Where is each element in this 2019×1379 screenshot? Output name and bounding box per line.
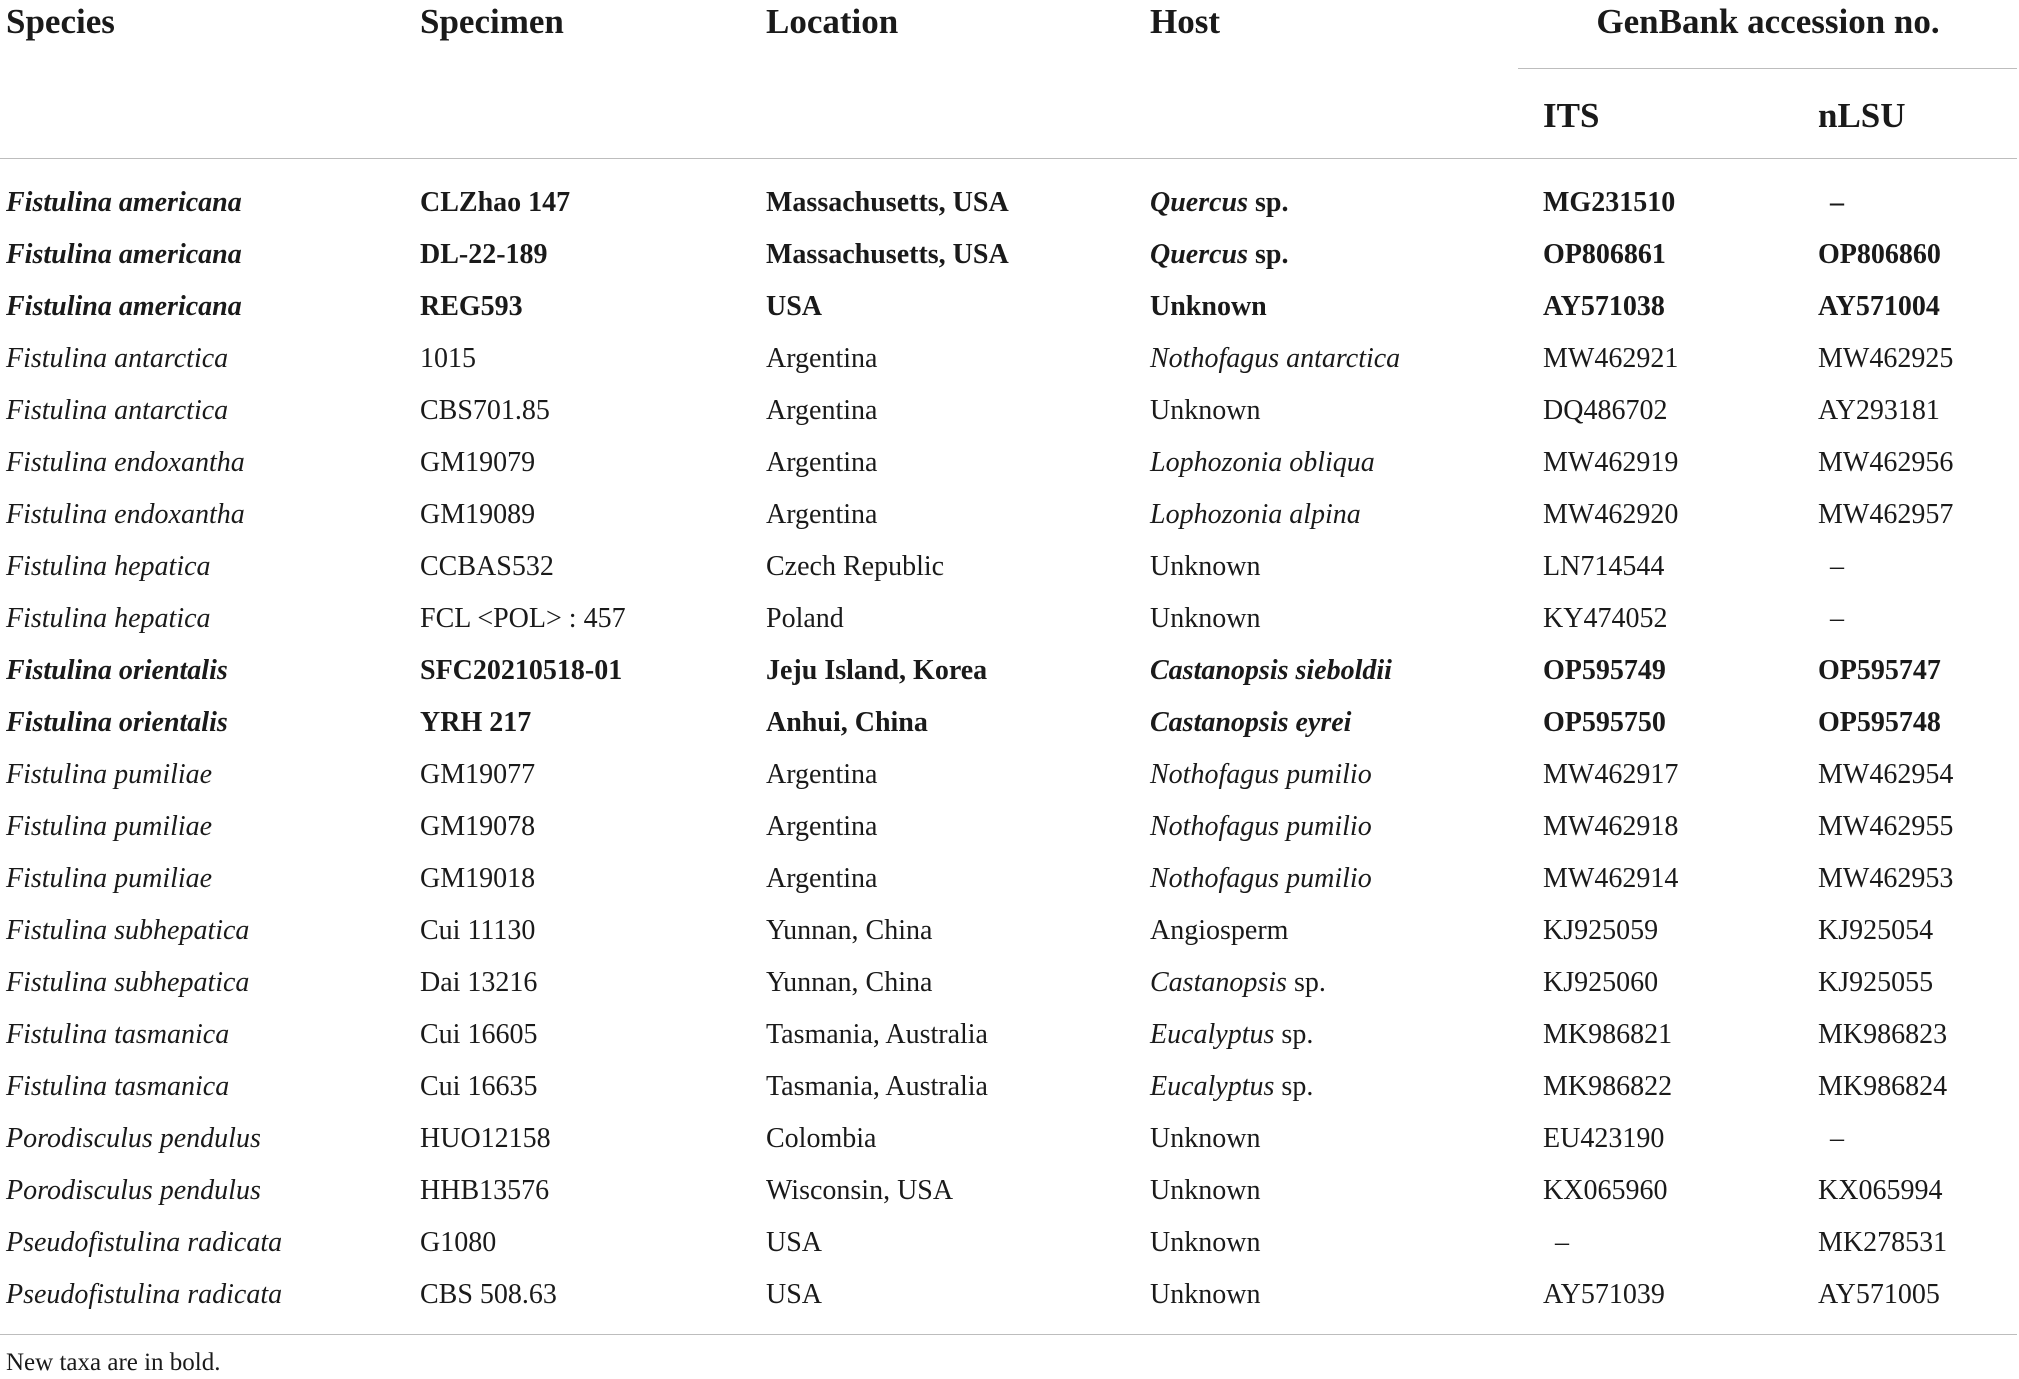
host-genus: Eucalyptus bbox=[1150, 1019, 1275, 1050]
nlsu-cell: MW462956 bbox=[1818, 447, 1954, 478]
specimen-cell: REG593 bbox=[420, 291, 523, 322]
host-cell bbox=[1150, 857, 1372, 901]
nlsu-cell: MW462925 bbox=[1818, 343, 1954, 374]
host-cell bbox=[1150, 545, 1260, 589]
species-cell: Fistulina subhepatica bbox=[6, 967, 250, 998]
nlsu-cell: MW462957 bbox=[1818, 499, 1954, 530]
nlsu-cell: AY571005 bbox=[1818, 1279, 1940, 1310]
specimen-cell: G1080 bbox=[420, 1227, 497, 1258]
header-species: Species bbox=[6, 2, 115, 41]
host-cell bbox=[1150, 337, 1400, 381]
host-cell bbox=[1150, 597, 1260, 641]
table-row bbox=[0, 753, 2019, 805]
its-cell: LN714544 bbox=[1543, 551, 1665, 582]
table-row bbox=[0, 1273, 2019, 1325]
species-cell: Fistulina antarctica bbox=[6, 395, 229, 426]
host-genus: Nothofagus pumilio bbox=[1150, 811, 1372, 842]
location-cell: Massachusetts, USA bbox=[766, 239, 1009, 270]
its-cell: MK986822 bbox=[1543, 1071, 1673, 1102]
host-cell bbox=[1150, 181, 1288, 225]
table-row bbox=[0, 181, 2019, 233]
host-cell bbox=[1150, 1169, 1260, 1213]
specimen-cell: DL-22-189 bbox=[420, 239, 548, 270]
its-cell: AY571039 bbox=[1543, 1279, 1665, 1310]
its-cell: OP806861 bbox=[1543, 239, 1666, 270]
specimen-cell: Cui 16605 bbox=[420, 1019, 538, 1050]
table-body bbox=[0, 181, 2019, 1325]
its-cell: MK986821 bbox=[1543, 1019, 1673, 1050]
footer-divider bbox=[0, 1334, 2017, 1335]
nlsu-cell: KJ925054 bbox=[1818, 915, 1934, 946]
its-cell: KX065960 bbox=[1543, 1175, 1668, 1206]
host-cell bbox=[1150, 649, 1392, 693]
host-text: Unknown bbox=[1150, 551, 1261, 582]
table-row bbox=[0, 285, 2019, 337]
table-row bbox=[0, 337, 2019, 389]
host-text: Unknown bbox=[1150, 1279, 1261, 1310]
table-row bbox=[0, 701, 2019, 753]
specimen-cell: CLZhao 147 bbox=[420, 187, 571, 218]
species-cell: Fistulina endoxantha bbox=[6, 499, 245, 530]
nlsu-cell: MW462953 bbox=[1818, 863, 1954, 894]
specimen-cell: GM19079 bbox=[420, 447, 536, 478]
location-cell: Argentina bbox=[766, 759, 878, 790]
host-text: Unknown bbox=[1150, 1227, 1261, 1258]
table-row bbox=[0, 389, 2019, 441]
header-genbank: GenBank accession no. bbox=[1596, 2, 1940, 41]
host-genus: Nothofagus pumilio bbox=[1150, 863, 1372, 894]
specimen-cell: GM19077 bbox=[420, 759, 536, 790]
location-cell: Jeju Island, Korea bbox=[766, 655, 988, 686]
nlsu-cell: MK278531 bbox=[1818, 1227, 1948, 1258]
host-cell bbox=[1150, 285, 1267, 329]
table-row bbox=[0, 649, 2019, 701]
host-genus: Castanopsis sieboldii bbox=[1150, 655, 1392, 686]
its-cell: OP595749 bbox=[1543, 655, 1666, 686]
host-text: Unknown bbox=[1150, 395, 1261, 426]
nlsu-cell: OP595748 bbox=[1818, 707, 1941, 738]
host-cell bbox=[1150, 701, 1351, 745]
location-cell: Massachusetts, USA bbox=[766, 187, 1009, 218]
its-cell: MW462921 bbox=[1543, 343, 1679, 374]
header-its: ITS bbox=[1543, 96, 1600, 135]
species-cell: Fistulina tasmanica bbox=[6, 1019, 230, 1050]
specimen-cell: Dai 13216 bbox=[420, 967, 538, 998]
location-cell: Argentina bbox=[766, 447, 878, 478]
nlsu-cell: – bbox=[1830, 1123, 1844, 1154]
host-text: sp. bbox=[1248, 187, 1289, 218]
its-cell: MG231510 bbox=[1543, 187, 1676, 218]
host-genus: Quercus bbox=[1150, 187, 1249, 218]
location-cell: USA bbox=[766, 291, 823, 322]
host-cell bbox=[1150, 1273, 1260, 1317]
table-row bbox=[0, 1065, 2019, 1117]
location-cell: Anhui, China bbox=[766, 707, 928, 738]
species-cell: Fistulina pumiliae bbox=[6, 811, 213, 842]
table-row bbox=[0, 909, 2019, 961]
host-cell bbox=[1150, 1117, 1260, 1161]
nlsu-cell: MW462955 bbox=[1818, 811, 1954, 842]
location-cell: Argentina bbox=[766, 395, 878, 426]
species-cell: Fistulina antarctica bbox=[6, 343, 229, 374]
host-cell bbox=[1150, 805, 1372, 849]
specimen-cell: 1015 bbox=[420, 343, 476, 374]
host-text: Unknown bbox=[1150, 291, 1267, 322]
location-cell: Wisconsin, USA bbox=[766, 1175, 954, 1206]
table-row bbox=[0, 493, 2019, 545]
species-cell: Fistulina hepatica bbox=[6, 551, 211, 582]
its-cell: MW462918 bbox=[1543, 811, 1679, 842]
host-cell bbox=[1150, 441, 1375, 485]
species-cell: Fistulina subhepatica bbox=[6, 915, 250, 946]
location-cell: Yunnan, China bbox=[766, 967, 933, 998]
host-text: Unknown bbox=[1150, 1175, 1261, 1206]
specimen-cell: GM19018 bbox=[420, 863, 536, 894]
location-cell: Argentina bbox=[766, 499, 878, 530]
header-specimen: Specimen bbox=[420, 2, 564, 41]
nlsu-cell: MW462954 bbox=[1818, 759, 1954, 790]
specimen-cell: Cui 16635 bbox=[420, 1071, 538, 1102]
location-cell: Argentina bbox=[766, 343, 878, 374]
host-cell bbox=[1150, 961, 1326, 1005]
location-cell: Czech Republic bbox=[766, 551, 945, 582]
species-cell: Fistulina orientalis bbox=[6, 707, 228, 738]
host-text: sp. bbox=[1274, 1019, 1314, 1050]
nlsu-cell: – bbox=[1830, 603, 1844, 634]
nlsu-cell: KJ925055 bbox=[1818, 967, 1934, 998]
specimen-cell: Cui 11130 bbox=[420, 915, 536, 946]
host-genus: Castanopsis eyrei bbox=[1150, 707, 1352, 738]
host-genus: Lophozonia obliqua bbox=[1150, 447, 1375, 478]
table-row bbox=[0, 233, 2019, 285]
species-cell: Fistulina pumiliae bbox=[6, 863, 213, 894]
host-text: sp. bbox=[1248, 239, 1289, 270]
nlsu-cell: AY293181 bbox=[1818, 395, 1940, 426]
species-cell: Fistulina americana bbox=[6, 291, 242, 322]
host-text: Unknown bbox=[1150, 1123, 1261, 1154]
its-cell: AY571038 bbox=[1543, 291, 1665, 322]
location-cell: Argentina bbox=[766, 811, 878, 842]
location-cell: USA bbox=[766, 1227, 823, 1258]
host-genus: Lophozonia alpina bbox=[1150, 499, 1361, 530]
species-cell: Fistulina americana bbox=[6, 239, 242, 270]
table-row bbox=[0, 1169, 2019, 1221]
specimen-cell: CCBAS532 bbox=[420, 551, 554, 582]
species-cell: Fistulina hepatica bbox=[6, 603, 211, 634]
host-genus: Nothofagus pumilio bbox=[1150, 759, 1372, 790]
its-cell: MW462919 bbox=[1543, 447, 1679, 478]
nlsu-cell: MK986823 bbox=[1818, 1019, 1948, 1050]
nlsu-cell: – bbox=[1830, 551, 1844, 582]
host-cell bbox=[1150, 493, 1361, 537]
its-cell: MW462914 bbox=[1543, 863, 1679, 894]
its-cell: – bbox=[1555, 1227, 1569, 1258]
host-cell bbox=[1150, 1013, 1313, 1057]
its-cell: MW462917 bbox=[1543, 759, 1679, 790]
table-row bbox=[0, 1013, 2019, 1065]
its-cell: KJ925060 bbox=[1543, 967, 1659, 998]
species-cell: Porodisculus pendulus bbox=[6, 1175, 261, 1206]
host-genus: Castanopsis bbox=[1150, 967, 1287, 998]
its-cell: EU423190 bbox=[1543, 1123, 1665, 1154]
specimen-cell: FCL <POL> : 457 bbox=[420, 603, 626, 634]
nlsu-cell: MK986824 bbox=[1818, 1071, 1948, 1102]
header-host: Host bbox=[1150, 2, 1220, 41]
specimen-cell: HUO12158 bbox=[420, 1123, 551, 1154]
host-cell bbox=[1150, 909, 1288, 953]
location-cell: Poland bbox=[766, 603, 844, 634]
species-cell: Fistulina pumiliae bbox=[6, 759, 213, 790]
nlsu-cell: OP595747 bbox=[1818, 655, 1941, 686]
table-row bbox=[0, 1221, 2019, 1273]
host-genus: Eucalyptus bbox=[1150, 1071, 1275, 1102]
table-row bbox=[0, 1117, 2019, 1169]
location-cell: USA bbox=[766, 1279, 823, 1310]
species-cell: Fistulina endoxantha bbox=[6, 447, 245, 478]
specimen-cell: YRH 217 bbox=[420, 707, 532, 738]
table-row bbox=[0, 857, 2019, 909]
nlsu-cell: KX065994 bbox=[1818, 1175, 1943, 1206]
header-nlsu: nLSU bbox=[1818, 96, 1906, 135]
location-cell: Tasmania, Australia bbox=[766, 1071, 988, 1102]
specimen-cell: GM19078 bbox=[420, 811, 536, 842]
host-genus: Quercus bbox=[1150, 239, 1249, 270]
specimen-cell: CBS 508.63 bbox=[420, 1279, 557, 1310]
species-cell: Pseudofistulina radicata bbox=[6, 1227, 283, 1258]
its-cell: OP595750 bbox=[1543, 707, 1666, 738]
host-text: sp. bbox=[1286, 967, 1326, 998]
host-text: sp. bbox=[1274, 1071, 1314, 1102]
its-cell: DQ486702 bbox=[1543, 395, 1668, 426]
its-cell: KJ925059 bbox=[1543, 915, 1659, 946]
host-cell bbox=[1150, 233, 1288, 277]
table-row bbox=[0, 961, 2019, 1013]
location-cell: Yunnan, China bbox=[766, 915, 933, 946]
species-cell: Fistulina tasmanica bbox=[6, 1071, 230, 1102]
location-cell: Colombia bbox=[766, 1123, 877, 1154]
species-cell: Fistulina americana bbox=[6, 187, 242, 218]
table-row bbox=[0, 805, 2019, 857]
host-genus: Nothofagus antarctica bbox=[1150, 343, 1401, 374]
location-cell: Argentina bbox=[766, 863, 878, 894]
location-cell: Tasmania, Australia bbox=[766, 1019, 988, 1050]
species-cell: Fistulina orientalis bbox=[6, 655, 228, 686]
nlsu-cell: – bbox=[1830, 187, 1844, 218]
table-row bbox=[0, 441, 2019, 493]
header-location: Location bbox=[766, 2, 899, 41]
species-cell: Pseudofistulina radicata bbox=[6, 1279, 283, 1310]
host-cell bbox=[1150, 753, 1372, 797]
table-row bbox=[0, 545, 2019, 597]
specimen-cell: HHB13576 bbox=[420, 1175, 550, 1206]
host-text: Angiosperm bbox=[1150, 915, 1289, 946]
specimen-cell: SFC20210518-01 bbox=[420, 655, 623, 686]
its-cell: KY474052 bbox=[1543, 603, 1668, 634]
species-cell: Porodisculus pendulus bbox=[6, 1123, 261, 1154]
specimen-cell: GM19089 bbox=[420, 499, 536, 530]
nlsu-cell: AY571004 bbox=[1818, 291, 1940, 322]
host-text: Unknown bbox=[1150, 603, 1261, 634]
nlsu-cell: OP806860 bbox=[1818, 239, 1941, 270]
host-cell bbox=[1150, 1221, 1260, 1265]
host-cell bbox=[1150, 389, 1260, 433]
host-cell bbox=[1150, 1065, 1313, 1109]
specimen-cell: CBS701.85 bbox=[420, 395, 550, 426]
footnote: New taxa are in bold. bbox=[6, 1349, 221, 1376]
table-row bbox=[0, 597, 2019, 649]
genbank-divider bbox=[1518, 68, 2017, 69]
header-divider bbox=[0, 158, 2017, 159]
its-cell: MW462920 bbox=[1543, 499, 1679, 530]
